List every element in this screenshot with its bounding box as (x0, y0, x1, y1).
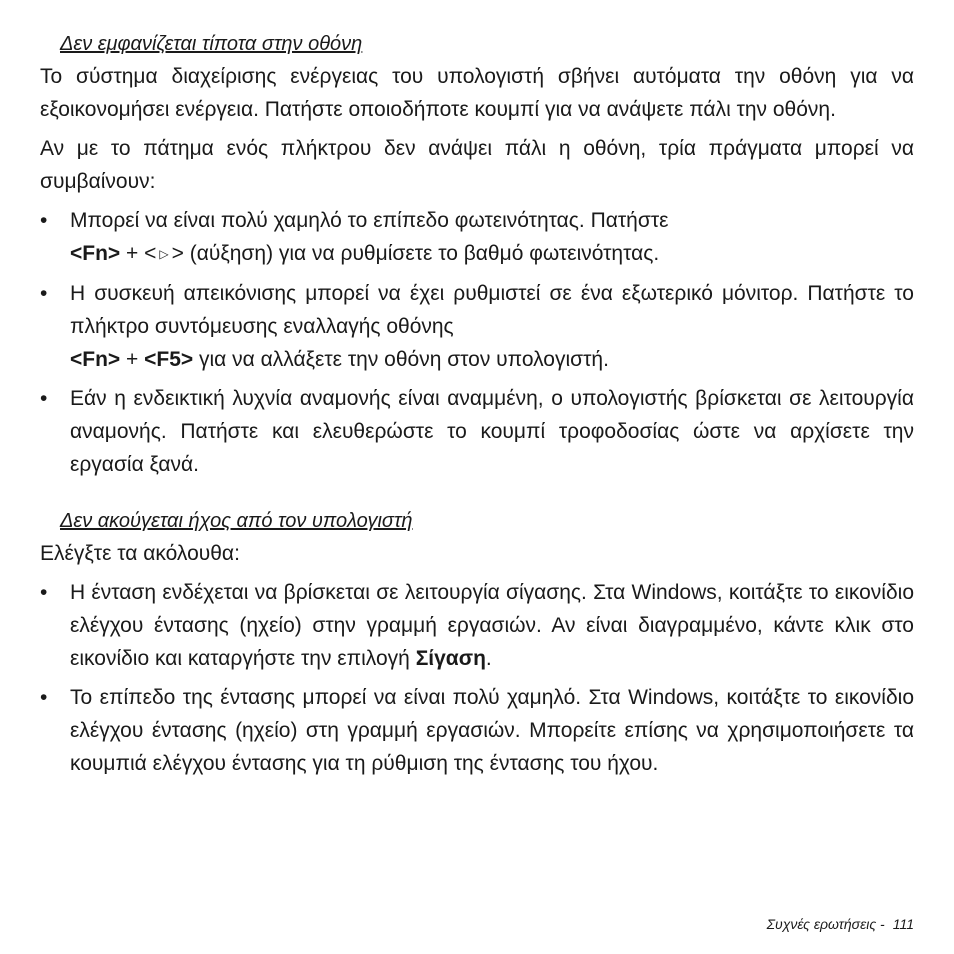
brightness-up-icon: ▷ (159, 246, 169, 261)
page-footer (767, 916, 914, 932)
fn-key-label: <Fn> (70, 347, 121, 371)
plus-label: + (120, 347, 145, 371)
display-switch-rest-text: για να αλλάξετε την οθόνη στον υπολογιστή. (193, 347, 609, 371)
muted-text: Η ένταση ενδέχεται να βρίσκεται σε λειτουργία σίγασης. Στα Windows, κοιτάξτε το εικονίδιο ελέγχου έντασης (ηχείο) στην γραμμή εργασιών. Αν είναι διαγραμμένο, κάντε κλικ στο εικονίδιο και καταργήστε την επιλογή (70, 580, 914, 670)
page-number: 111 (892, 916, 914, 932)
list-item-volume-low: • Το επίπεδο της έντασης μπορεί να είναι πολύ χαμηλό. Στα Windows, κοιτάξτε το εικονίδιο ελέγχου έντασης (ηχείο) στη γραμμή εργασιών. Μπορείτε επίσης να χρησιμοποιήσετε τα κουμπιά ελέγχου έντασης για τη ρύθμιση της έντασης του ήχου. (40, 681, 914, 780)
brightness-text: • Μπορεί να είναι πολύ χαμηλό το επίπεδο φωτεινότητας. Πατήστε (70, 209, 669, 232)
plus-label: + < (120, 242, 157, 265)
muted-period: . (485, 646, 492, 670)
section-heading-no-sound: Δεν ακούγεται ήχος από τον υπολογιστή (60, 509, 413, 532)
paragraph-check-following: Ελέγξτε τα ακόλουθα: (40, 541, 240, 565)
list-item-external-monitor (40, 277, 914, 376)
fn-key-label: <Fn> (70, 242, 121, 265)
section-heading-no-display: Δεν εμφανίζεται τίποτα στην οθόνη (60, 33, 363, 55)
page-content (40, 30, 914, 786)
section-no-sound (40, 507, 914, 780)
list-item-muted (40, 576, 914, 675)
list-item-brightness (40, 204, 914, 271)
brightness-shortcut (70, 237, 914, 271)
mute-option-label: Σίγαση (415, 646, 486, 670)
paragraph-three-causes: Αν με το πάτημα ενός πλήκτρου δεν ανάψει πάλι η οθόνη, τρία πράγματα μπορεί να συμβαίνουν: (40, 137, 914, 193)
brightness-rest-text: > (αύξηση) για να ρυθμίσετε το βαθμό φωτεινότητας. (171, 242, 660, 265)
f5-key-label: <F5> (144, 347, 194, 371)
footer-section-title: Συχνές ερωτήσεις - (766, 916, 885, 932)
list-sound-causes (40, 576, 914, 780)
list-display-causes (40, 204, 914, 481)
external-monitor-text: • Η συσκευή απεικόνισης μπορεί να έχει ρυθμιστεί σε ένα εξωτερικό μόνιτορ. Πατήστε το πλήκτρο συντόμευσης εναλλαγής οθόνης (70, 281, 914, 338)
paragraph-power-management: Το σύστημα διαχείρισης ενέργειας του υπολογιστή σβήνει αυτόματα την οθόνη για να εξοικονομήσει ενέργεια. Πατήστε οποιοδήποτε κουμπί για να ανάψετε πάλι την οθόνη. (40, 65, 914, 121)
list-item-standby: • Εάν η ενδεικτική λυχνία αναμονής είναι αναμμένη, ο υπολογιστής βρίσκεται σε λειτουργία αναμονής. Πατήστε και ελευθερώστε το κουμπί τροφοδοσίας ώστε να αρχίσετε την εργασία ξανά. (40, 382, 914, 481)
display-switch-shortcut (70, 343, 914, 376)
